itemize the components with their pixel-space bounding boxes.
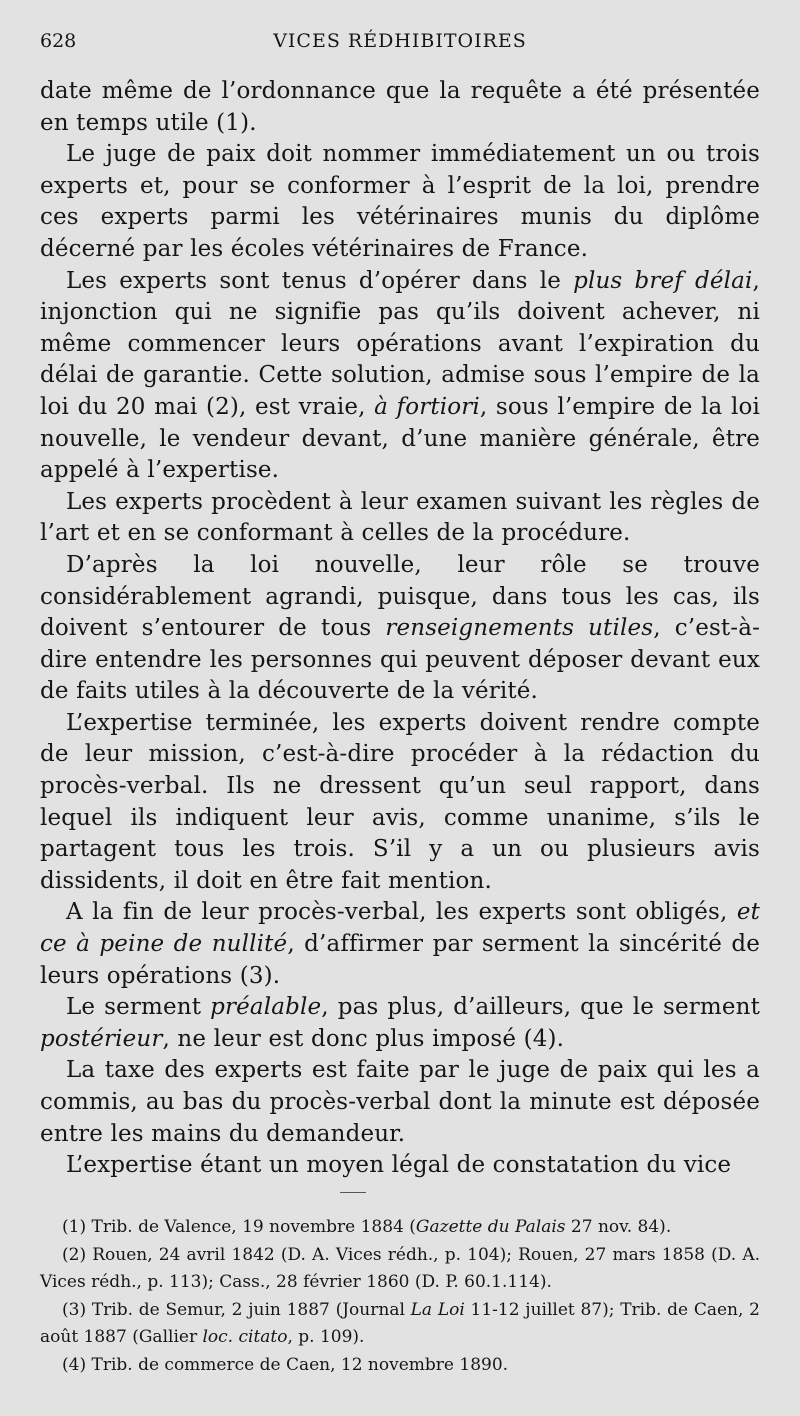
footnote: [40, 1242, 760, 1297]
text-run: Le serment: [66, 994, 211, 1021]
text-run: D’après la loi nouvelle, leur rôle se trouve considérablement agrandi, puisque, dans tous les cas, ils doivent s’entourer de tous: [40, 551, 760, 642]
text-run: (1) Trib. de Valence, 19 novembre 1884 (: [62, 1217, 416, 1237]
text-run: A la fin de leur procès-verbal, les experts sont obligés,: [66, 899, 737, 926]
italic-text: plus bref délai: [573, 267, 753, 294]
italic-text: postérieur: [40, 1025, 163, 1052]
text-run: date même de l’ordonnance que la requête a été présentée en temps utile (1).: [40, 78, 760, 136]
page-header: [40, 30, 760, 62]
footnote: [40, 1352, 760, 1380]
text-run: , sous l’empire de la loi nouvelle, le vendeur devant, d’une manière générale, être appelé à l’expertise.: [40, 393, 760, 484]
paragraph: [40, 266, 760, 487]
text-run: , d’affirmer par serment la sincérité de leurs opérations (3).: [40, 931, 760, 989]
text-run: , p. 109).: [287, 1327, 365, 1347]
footnote: [40, 1214, 760, 1242]
footnote: [40, 1297, 760, 1352]
text-run: L’expertise terminée, les experts doivent rendre compte de leur mission, c’est-à-dire procéder à la rédaction du procès-verbal. Ils ne dressent qu’un seul rapport, dans lequel ils indiquent leur avis, comme unanime, s’ils le partagent tous les trois. S’il y a un ou plusieurs avis dissidents, il doit en être fait mention.: [40, 709, 760, 894]
paragraph: [40, 76, 760, 139]
text-run: (3) Trib. de Semur, 2 juin 1887 (Journal: [62, 1299, 411, 1320]
text-run: Le juge de paix doit nommer immédiatement un ou trois experts et, pour se conformer à l’esprit de la loi, prendre ces experts parmi les vétérinaires munis du diplôme décerné par les écoles vétérinaires de France.: [40, 141, 760, 262]
text-run: (4) Trib. de commerce de Caen, 12 novembre 1890.: [62, 1354, 509, 1375]
running-title: VICES RÉDHIBITOIRES: [273, 30, 527, 52]
italic-text: La Loi: [410, 1299, 465, 1320]
paragraph: [40, 1150, 760, 1182]
text-run: , injonction qui ne signifie pas qu’ils doivent achever, ni même commencer leurs opérations avant l’expiration du délai de garantie. Cette solution, admise sous l’empire de la loi du 20 mai (2), est vraie,: [40, 267, 760, 420]
text-run: , c’est-à-dire entendre les personnes qui peuvent déposer devant eux de faits utiles à la découverte de la vérité.: [40, 615, 761, 705]
text-run: Les experts sont tenus d’opérer dans le: [66, 267, 574, 294]
italic-text: renseignements utiles: [385, 615, 654, 642]
footnote-separator: [340, 1192, 366, 1193]
text-run: La taxe des experts est faite par le juge de paix qui les a commis, au bas du procès-verbal dont la minute est déposée entre les mains du demandeur.: [40, 1057, 760, 1147]
italic-text: à fortiori: [374, 393, 480, 420]
italic-text: Gazette du Palais: [415, 1217, 566, 1237]
paragraph: [40, 139, 760, 265]
text-run: , ne leur est donc plus imposé (4).: [162, 1025, 565, 1052]
text-run: 11-12 juillet 87); Trib. de Caen, 2 août 1887 (Gallier: [40, 1299, 760, 1347]
paragraph: [40, 992, 760, 1055]
paragraph: [40, 550, 760, 708]
main-text: [40, 76, 760, 1182]
paragraph: [40, 1055, 760, 1150]
paragraph: [40, 487, 760, 550]
text-run: L’expertise étant un moyen légal de constatation du vice: [66, 1152, 732, 1179]
italic-text: préalable: [210, 994, 322, 1021]
text-run: 27 nov. 84).: [565, 1217, 672, 1237]
footnotes: [40, 1214, 760, 1379]
italic-text: et ce à peine de nullité: [40, 899, 760, 958]
text-run: (2) Rouen, 24 avril 1842 (D. A. Vices rédh., p. 104); Rouen, 27 mars 1858 (D. A. Vices rédh., p. 113); Cass., 28 février 1860 (D. P. 60.1.114).: [40, 1244, 760, 1292]
paragraph: [40, 708, 760, 898]
text-run: , pas plus, d’ailleurs, que le serment: [321, 994, 760, 1021]
italic-text: loc. citato: [202, 1327, 288, 1347]
page-number: 628: [40, 30, 77, 52]
text-run: Les experts procèdent à leur examen suivant les règles de l’art et en se conformant à celles de la procédure.: [40, 488, 760, 547]
paragraph: [40, 897, 760, 992]
